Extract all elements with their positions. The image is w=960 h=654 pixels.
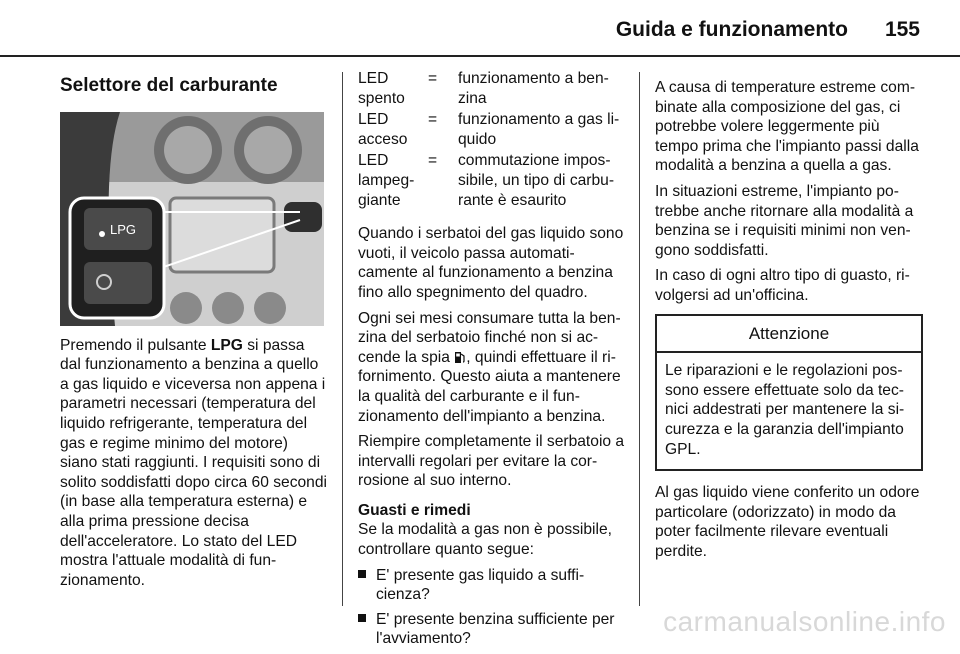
header-divider [0, 55, 960, 57]
column-left [60, 58, 328, 596]
subheading: Guasti e rimedi [358, 501, 471, 519]
page-number: 155 [884, 18, 920, 41]
check-list [358, 566, 626, 649]
fuel-pump-icon [454, 350, 466, 364]
led-table [358, 69, 626, 210]
watermark: carmanualsonline.info [663, 606, 946, 637]
column-right [655, 58, 923, 567]
paragraph: A causa di temperature estreme combinate alla composizione del gas, ci potrebbe volere leggermente più tempo prima che l'impianto passi dalla modalità a benzina a quella a gas. [655, 79, 919, 175]
square-bullet-icon [358, 614, 366, 622]
chapter-title: Guida e funzionamento [615, 18, 848, 41]
paragraph: Se la modalità a gas non è possibile, controllare quanto segue: [358, 521, 612, 559]
led-row: LED acceso = funzionamento a gas liquido [358, 111, 620, 148]
warning-body: Le riparazioni e le regolazioni possono essere effettuate solo da tecnici addestrati per mantenere la sicurezza e la garanzia dell'impianto GPL. [665, 362, 905, 458]
paragraph: In situazioni estreme, l'impianto potrebbe anche ritornare alla modalità a benzina se i requisiti minimi non vengono soddisfatti. [655, 182, 914, 259]
led-row: LED lampeggiante = commutazione impossibile, un tipo di carburante è esaurito [358, 152, 615, 209]
section-title: Selettore del carburante [60, 75, 278, 96]
paragraph: Riempire completamente il serbatoio a intervalli regolari per evitare la corrosione al suo interno. [358, 433, 625, 490]
list-item: E' presente benzina sufficiente per l'avviamento? [358, 610, 626, 649]
lpg-button-label: LPG [110, 221, 137, 237]
warning-title: Attenzione [657, 316, 921, 354]
warning-box [655, 314, 923, 472]
square-bullet-icon [358, 570, 366, 578]
paragraph: Al gas liquido viene conferito un odore particolare (odorizzato) in modo da poter facilmente rilevare eventuali perdite. [655, 484, 920, 560]
list-item: E' presente gas liquido a sufficienza? [358, 566, 626, 605]
column-divider [342, 72, 343, 606]
page-header [0, 0, 960, 58]
column-divider [639, 72, 640, 606]
led-row: LED spento = funzionamento a benzina [358, 70, 609, 107]
paragraph: Quando i serbatoi del gas liquido sono vuoti, il veicolo passa automaticamente al funzionamento a benzina fino allo spegnimento del quadro. [358, 225, 624, 301]
lpg-paragraph: Premendo il pulsante LPG si passa dal funzionamento a benzina a quello a gas liquido e viceversa non appena i parametri necessari (temperatura del liquido refrigerante, temperatura del gas e regime minimo del motore) siano stati raggiunti. I requisiti sono di solito soddisfatti dopo circa 60 secondi (in base alla temperatura esterna) e alla prima pressione decisa dell'acceleratore. Lo stato del LED mostra l'attuale modalità di funzionamento. [60, 336, 327, 589]
paragraph: In caso di ogni altro tipo di guasto, rivolgersi ad un'officina. [655, 267, 910, 304]
paragraph: Ogni sei mesi consumare tutta la benzina del serbatoio finché non si accende la spia , quindi effettuare il rifornimento. Questo aiuta a mantenere la qualità del carburante e il funzionamento dell'impianto a benzina. [358, 309, 621, 425]
column-middle [358, 58, 626, 654]
dashboard-figure [60, 112, 324, 326]
